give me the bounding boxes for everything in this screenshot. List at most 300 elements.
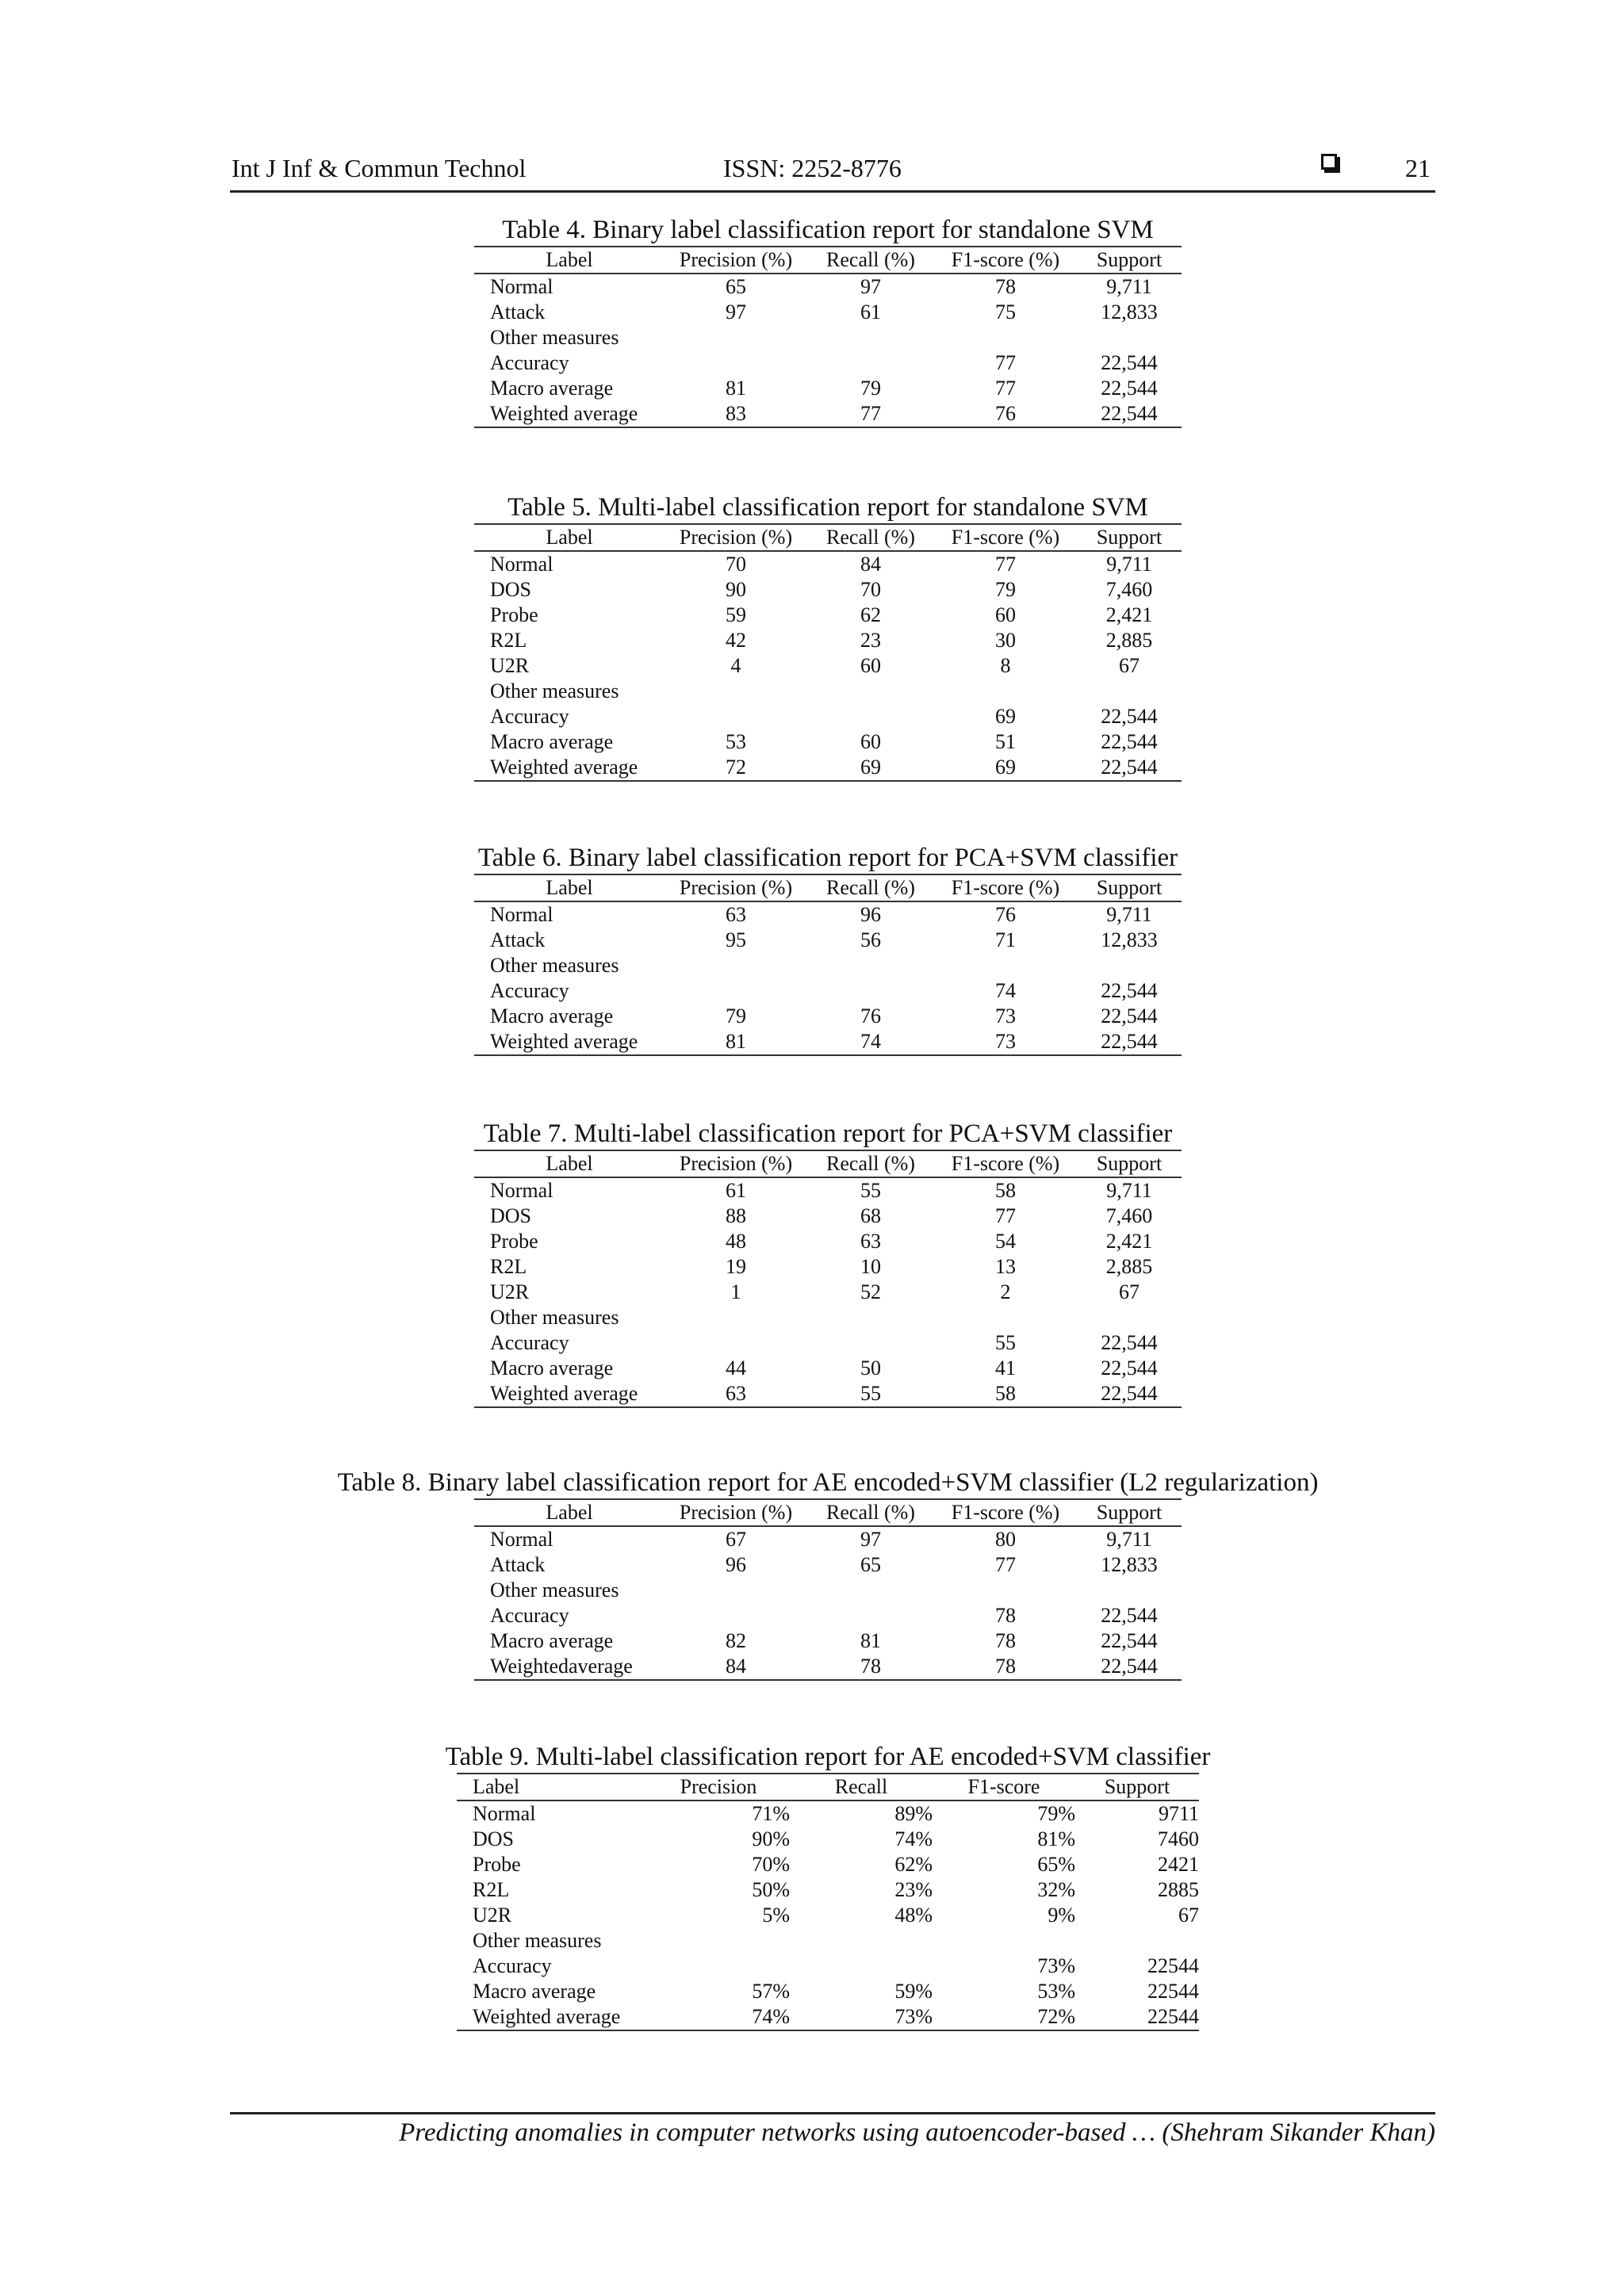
column-header: Precision (%)	[665, 524, 807, 551]
table-cell: 90%	[752, 1827, 790, 1850]
table-row	[474, 1280, 1182, 1305]
table-cell	[933, 1928, 1075, 1954]
row-label: Probe	[490, 1230, 538, 1253]
row-label: Accuracy	[490, 979, 569, 1002]
table-cell: 8	[1000, 654, 1011, 677]
column-header: F1-score (%)	[934, 1150, 1077, 1177]
table-cell: 56	[860, 928, 881, 951]
row-label: Normal	[490, 553, 553, 576]
table-cell: 9,711	[1106, 1179, 1152, 1202]
table-cell: 65	[726, 275, 746, 298]
table-row	[457, 1827, 1199, 1852]
column-header: Label	[474, 524, 665, 551]
table-row	[474, 928, 1182, 953]
table-cell: 2421	[1158, 1853, 1199, 1876]
table-cell: 73%	[790, 2004, 933, 2030]
table-cell: 52	[860, 1280, 881, 1303]
table-cell: 9711	[1158, 1802, 1199, 1825]
table-cell: 71%	[752, 1802, 790, 1825]
table-cell: 65%	[1037, 1853, 1075, 1876]
table-cell: 77	[995, 553, 1016, 576]
column-header: Support	[1077, 247, 1182, 274]
table-cell: 23%	[894, 1878, 933, 1901]
table-cell: 50	[860, 1357, 881, 1380]
row-label: Other measures	[490, 954, 619, 977]
table-cell	[1077, 325, 1182, 350]
table-row	[474, 603, 1182, 628]
table-cell: 23	[860, 629, 881, 652]
table-cell: 76	[860, 1004, 881, 1027]
table-cell: 22,544	[1077, 401, 1182, 427]
table-cell: 12,833	[1101, 300, 1158, 323]
table-cell: 2	[1000, 1280, 1011, 1303]
table-cell: 77	[995, 1204, 1016, 1227]
table-cell	[807, 325, 934, 350]
column-header: F1-score (%)	[934, 874, 1077, 901]
table-cell: 2,885	[1105, 1255, 1153, 1278]
table-cell: 76	[995, 903, 1016, 926]
table-cell: 73	[995, 1004, 1016, 1027]
column-header: Label	[474, 1150, 665, 1177]
row-label: Weighted average	[474, 401, 665, 427]
table-header-row	[474, 247, 1182, 274]
table-cell: 7,460	[1105, 578, 1153, 601]
table-cell: 54	[995, 1230, 1016, 1253]
table-cell	[807, 1305, 934, 1330]
table-cell	[647, 1954, 790, 1979]
table-cell: 72%	[933, 2004, 1075, 2030]
table-cell: 97	[726, 300, 746, 323]
table-cell: 9,711	[1106, 1528, 1152, 1551]
table-cell: 77	[995, 1553, 1016, 1576]
table-row	[457, 1928, 1199, 1954]
table-cell: 55	[860, 1179, 881, 1202]
table-row	[474, 1552, 1182, 1578]
table-cell: 59%	[894, 1980, 933, 2003]
table-cell: 9,711	[1106, 553, 1152, 576]
table-cell: 78	[807, 1654, 934, 1680]
table-row	[474, 401, 1182, 427]
table-cell: 12,833	[1101, 1553, 1158, 1576]
table-cell	[790, 1954, 933, 1979]
table-row	[474, 679, 1182, 704]
table-cell: 22544	[1147, 1980, 1199, 2003]
table-cell: 68	[860, 1204, 881, 1227]
column-header: F1-score (%)	[934, 524, 1077, 551]
table-cell: 77	[995, 377, 1016, 400]
table-header-row	[474, 524, 1182, 551]
table-cell	[1077, 679, 1182, 704]
table-row	[457, 1954, 1199, 1979]
row-label: Other measures	[490, 326, 619, 349]
table-cell: 75	[995, 300, 1016, 323]
row-label: Macro average	[490, 377, 614, 400]
table-row	[457, 1979, 1199, 2004]
table-cell: 96	[860, 903, 881, 926]
journal-name: Int J Inf & Commun Technol	[232, 154, 527, 182]
report-table	[457, 1773, 1199, 2031]
table-cell: 4	[730, 654, 741, 677]
table-cell: 22544	[1147, 1954, 1199, 1977]
row-label: Other measures	[473, 1929, 602, 1952]
column-header: Precision	[647, 1774, 790, 1800]
table-cell: 90	[726, 578, 746, 601]
table-cell: 81	[726, 377, 746, 400]
row-label: Accuracy	[473, 1954, 552, 1977]
column-header: Label	[474, 874, 665, 901]
table-cell: 41	[995, 1357, 1016, 1380]
row-label: Attack	[490, 300, 546, 323]
table-row	[474, 1203, 1182, 1229]
table-cell: 78	[995, 275, 1016, 298]
table-row	[474, 953, 1182, 978]
row-label: U2R	[490, 1280, 530, 1303]
table-row	[474, 1229, 1182, 1254]
column-header: Label	[457, 1774, 647, 1800]
row-label: Weighted average	[457, 2004, 647, 2030]
table-cell: 78	[995, 1604, 1016, 1627]
table-cell: 1	[730, 1280, 741, 1303]
table-cell: 77	[807, 401, 934, 427]
table-cell: 79	[860, 377, 881, 400]
page-number: 21	[1405, 154, 1431, 182]
table-row	[474, 1305, 1182, 1330]
table-row	[474, 577, 1182, 603]
table-cell	[790, 1928, 933, 1954]
table-cell: 53	[726, 730, 746, 753]
table-row	[457, 1903, 1199, 1928]
table-8	[281, 1467, 1375, 1681]
table-row	[457, 1877, 1199, 1903]
table-cell	[934, 1578, 1077, 1603]
row-label: DOS	[490, 1204, 532, 1227]
table-cell: 74	[995, 979, 1016, 1002]
table-row	[474, 325, 1182, 350]
table-cell: 55	[807, 1381, 934, 1407]
row-label: U2R	[490, 654, 530, 677]
table-cell: 71	[995, 928, 1016, 951]
table-row	[474, 1526, 1182, 1552]
column-header: Recall (%)	[807, 1150, 934, 1177]
table-cell: 95	[726, 928, 746, 951]
table-row	[474, 551, 1182, 577]
table-cell	[807, 704, 934, 729]
table-cell: 96	[726, 1553, 746, 1576]
column-header: Precision (%)	[665, 1150, 807, 1177]
table-6	[416, 842, 1240, 1056]
table-cell	[665, 704, 807, 729]
table-cell: 55	[995, 1331, 1016, 1354]
table-cell: 62%	[894, 1853, 933, 1876]
table-cell: 22,544	[1101, 351, 1158, 374]
table-cell: 51	[995, 730, 1016, 753]
row-label: Normal	[490, 1528, 553, 1551]
table-cell: 84	[860, 553, 881, 576]
row-label: Accuracy	[490, 1331, 569, 1354]
table-cell: 53%	[1037, 1980, 1075, 2003]
table-cell	[807, 978, 934, 1004]
table-row	[474, 1254, 1182, 1280]
table-7	[431, 1118, 1224, 1408]
report-table	[474, 1150, 1182, 1408]
table-row	[474, 1381, 1182, 1407]
column-header: Precision (%)	[665, 247, 807, 274]
row-label: R2L	[490, 1255, 527, 1278]
column-header: Support	[1077, 1499, 1182, 1526]
table-cell: 32%	[1037, 1878, 1075, 1901]
table-cell: 30	[995, 629, 1016, 652]
table-cell: 78	[995, 1629, 1016, 1652]
table-row	[457, 1800, 1199, 1827]
table-cell: 79%	[1037, 1802, 1075, 1825]
table-5	[447, 492, 1208, 782]
row-label: Weighted average	[474, 755, 665, 781]
table-cell: 59	[726, 603, 746, 626]
table-cell: 60	[995, 603, 1016, 626]
table-cell: 78	[934, 1654, 1077, 1680]
table-cell: 70%	[752, 1853, 790, 1876]
page-header	[230, 152, 1435, 193]
table-cell: 48	[726, 1230, 746, 1253]
table-cell: 79	[995, 578, 1016, 601]
table-row	[474, 1177, 1182, 1203]
table-cell: 2,421	[1105, 1230, 1153, 1253]
table-cell	[647, 1928, 790, 1954]
table-cell: 74%	[894, 1827, 933, 1850]
table-header-row	[457, 1774, 1199, 1800]
table-row	[474, 704, 1182, 729]
row-label: Weighted average	[474, 1381, 665, 1407]
table-cell: 73%	[1037, 1954, 1075, 1977]
table-cell: 22,544	[1101, 1004, 1158, 1027]
table-row	[474, 1603, 1182, 1628]
table-cell: 22,544	[1077, 1381, 1182, 1407]
row-label: Probe	[490, 603, 538, 626]
column-header: Support	[1075, 1774, 1199, 1800]
report-table	[474, 246, 1182, 428]
table-cell: 9,711	[1106, 275, 1152, 298]
column-header: F1-score (%)	[934, 1499, 1077, 1526]
table-cell: 81%	[1037, 1827, 1075, 1850]
table-row	[474, 376, 1182, 401]
table-cell: 82	[726, 1629, 746, 1652]
table-cell: 44	[726, 1357, 746, 1380]
table-cell: 63	[860, 1230, 881, 1253]
table-cell	[665, 325, 807, 350]
table-cell: 60	[860, 730, 881, 753]
column-header: Precision (%)	[665, 1499, 807, 1526]
table-row	[474, 628, 1182, 653]
table-cell: 22,544	[1077, 755, 1182, 781]
table-cell: 65	[860, 1553, 881, 1576]
report-table	[474, 1498, 1182, 1681]
table-cell	[665, 1603, 807, 1628]
table-9	[416, 1741, 1240, 2031]
row-label: Normal	[473, 1802, 536, 1825]
table-cell: 22544	[1075, 2004, 1199, 2030]
table-cell: 7,460	[1105, 1204, 1153, 1227]
table-cell: 48%	[894, 1904, 933, 1927]
table-row	[474, 1578, 1182, 1603]
row-label: Weightedaverage	[474, 1654, 665, 1680]
table-cell: 81	[665, 1029, 807, 1055]
table-cell	[1075, 1928, 1199, 1954]
table-row	[474, 901, 1182, 928]
table-cell: 76	[934, 401, 1077, 427]
table-row	[457, 2004, 1199, 2030]
table-cell: 58	[934, 1381, 1077, 1407]
table-cell	[665, 1578, 807, 1603]
column-header: Support	[1077, 1150, 1182, 1177]
column-header: Recall (%)	[807, 874, 934, 901]
table-cell: 77	[995, 351, 1016, 374]
table-header-row	[474, 1499, 1182, 1526]
table-cell: 67	[1119, 654, 1139, 677]
table-cell	[934, 679, 1077, 704]
table-cell: 22,544	[1101, 705, 1158, 728]
issn: ISSN: 2252-8776	[723, 154, 902, 182]
table-cell: 2,885	[1105, 629, 1153, 652]
column-header: Recall (%)	[807, 524, 934, 551]
row-label: Normal	[490, 1179, 553, 1202]
table-cell: 61	[860, 300, 881, 323]
row-label: Macro average	[473, 1980, 596, 2003]
table-cell: 7460	[1158, 1827, 1199, 1850]
table-cell: 80	[995, 1528, 1016, 1551]
column-header: F1-score	[933, 1774, 1075, 1800]
table-cell: 19	[726, 1255, 746, 1278]
table-row	[474, 1004, 1182, 1029]
table-cell: 22,544	[1101, 1629, 1158, 1652]
table-cell	[1077, 1305, 1182, 1330]
row-label: Macro average	[490, 1629, 614, 1652]
table-cell: 22,544	[1077, 1029, 1182, 1055]
table-cell	[665, 350, 807, 376]
row-label: Other measures	[490, 1306, 619, 1329]
table-cell: 73	[934, 1029, 1077, 1055]
column-header: Precision (%)	[665, 874, 807, 901]
table-row	[474, 1330, 1182, 1356]
table-cell	[807, 350, 934, 376]
table-cell	[1077, 953, 1182, 978]
row-label: Attack	[490, 1553, 546, 1576]
column-header: Recall	[790, 1774, 933, 1800]
table-cell: 84	[665, 1654, 807, 1680]
row-label: R2L	[473, 1878, 510, 1901]
footer-rule	[230, 2112, 1435, 2114]
row-label: Probe	[473, 1853, 521, 1876]
table-cell: 70	[860, 578, 881, 601]
table-cell: 81	[860, 1629, 881, 1652]
row-label: U2R	[473, 1904, 512, 1927]
table-4	[447, 214, 1208, 428]
table-cell: 89%	[894, 1802, 933, 1825]
table-cell	[807, 679, 934, 704]
table-cell	[665, 1330, 807, 1356]
column-header: Label	[474, 247, 665, 274]
table-cell: 74%	[647, 2004, 790, 2030]
report-table	[474, 874, 1182, 1056]
table-cell	[934, 1305, 1077, 1330]
table-cell: 2885	[1158, 1878, 1199, 1901]
table-cell	[934, 325, 1077, 350]
table-caption: Table 9. Multi-label classification report for AE encoded+SVM classifier	[445, 1743, 1211, 1771]
table-cell: 60	[860, 654, 881, 677]
table-cell: 22,544	[1101, 377, 1158, 400]
column-header: Support	[1077, 874, 1182, 901]
table-cell	[665, 679, 807, 704]
table-cell: 72	[665, 755, 807, 781]
table-cell: 2,421	[1105, 603, 1153, 626]
table-cell: 63	[665, 1381, 807, 1407]
table-cell: 58	[995, 1179, 1016, 1202]
row-label: R2L	[490, 629, 527, 652]
table-cell: 50%	[752, 1878, 790, 1901]
table-cell: 9,711	[1106, 903, 1152, 926]
table-caption: Table 4. Binary label classification report for standalone SVM	[502, 216, 1154, 244]
table-row	[474, 978, 1182, 1004]
table-cell	[665, 1305, 807, 1330]
row-label: Accuracy	[490, 705, 569, 728]
row-label: DOS	[490, 578, 532, 601]
column-header: F1-score (%)	[934, 247, 1077, 274]
table-cell: 69	[934, 755, 1077, 781]
column-header: Recall (%)	[807, 1499, 934, 1526]
table-row	[474, 755, 1182, 781]
table-cell: 22,544	[1101, 1357, 1158, 1380]
checkbox-square-icon	[1321, 154, 1337, 170]
table-cell: 10	[860, 1255, 881, 1278]
table-cell: 22,544	[1101, 1331, 1158, 1354]
row-label: Weighted average	[474, 1029, 665, 1055]
table-cell	[665, 953, 807, 978]
report-table	[474, 523, 1182, 782]
table-cell: 97	[860, 275, 881, 298]
row-label: Other measures	[490, 1578, 619, 1601]
table-row	[474, 274, 1182, 300]
table-cell: 62	[860, 603, 881, 626]
row-label: Attack	[490, 928, 546, 951]
table-cell: 69	[807, 755, 934, 781]
table-cell: 22,544	[1101, 730, 1158, 753]
table-cell	[807, 953, 934, 978]
table-cell: 83	[665, 401, 807, 427]
table-header-row	[474, 1150, 1182, 1177]
table-cell	[1077, 1578, 1182, 1603]
table-row	[474, 1628, 1182, 1654]
table-cell: 79	[726, 1004, 746, 1027]
table-cell	[665, 978, 807, 1004]
table-cell: 67	[1178, 1904, 1199, 1927]
column-header: Support	[1077, 524, 1182, 551]
table-cell	[807, 1578, 934, 1603]
table-row	[474, 1654, 1182, 1680]
table-cell: 5%	[762, 1904, 790, 1927]
row-label: Accuracy	[490, 1604, 569, 1627]
table-caption: Table 8. Binary label classification report for AE encoded+SVM classifier (L2 regularization)	[337, 1468, 1319, 1497]
table-cell	[807, 1330, 934, 1356]
row-label: Macro average	[490, 1004, 614, 1027]
running-title: Predicting anomalies in computer networks using autoencoder-based … (Shehram Sikander Khan)	[399, 2118, 1435, 2147]
table-caption: Table 7. Multi-label classification report for PCA+SVM classifier	[483, 1119, 1173, 1148]
table-header-row	[474, 874, 1182, 901]
row-label: Macro average	[490, 730, 614, 753]
table-cell: 57%	[752, 1980, 790, 2003]
table-cell: 67	[1119, 1280, 1139, 1303]
table-row	[474, 300, 1182, 325]
table-cell: 12,833	[1101, 928, 1158, 951]
table-cell: 69	[995, 705, 1016, 728]
